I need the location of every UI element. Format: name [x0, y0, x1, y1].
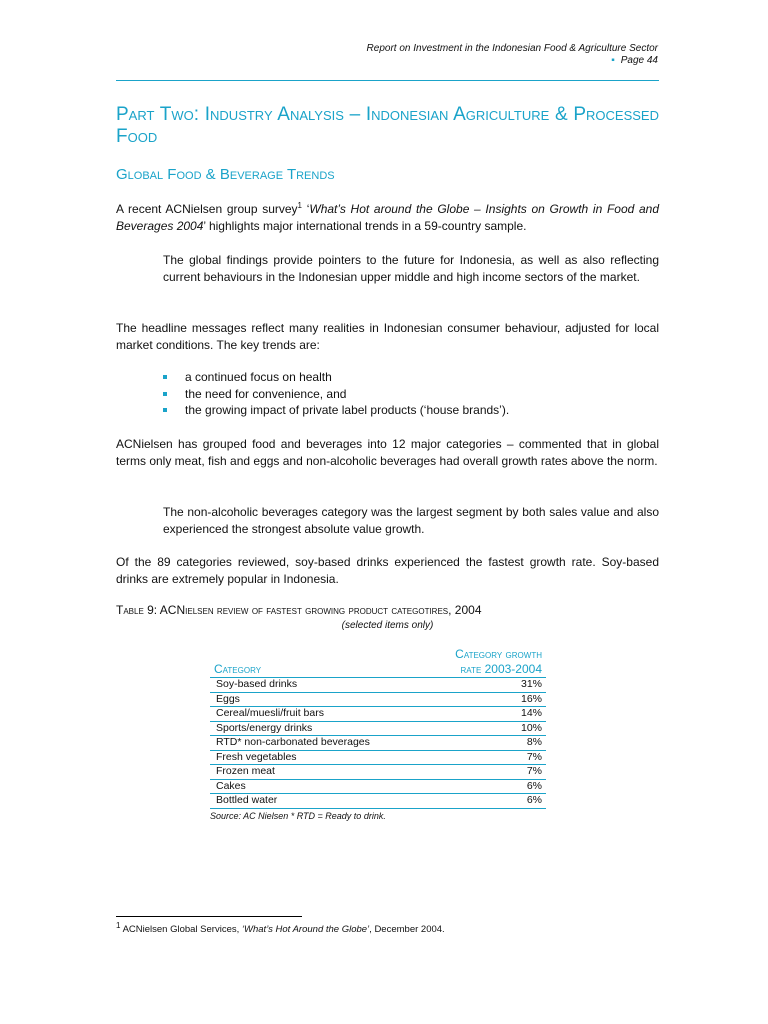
- soy-paragraph: Of the 89 categories reviewed, soy-based drinks experienced the fastest growth rate. Soy-based drinks are extremely popular in Indonesia.: [116, 555, 659, 586]
- column-header-category: Category: [214, 662, 262, 676]
- list-item: the growing impact of private label products (‘house brands’).: [163, 402, 509, 419]
- table-row: Bottled water 6%: [210, 794, 546, 809]
- footnote-ref: 1: [297, 201, 302, 210]
- bullet-icon: [163, 375, 167, 379]
- intro-paragraph: A recent ACNielsen group survey$^1$ ‘What’s Hot around the Globe – Insights on Growth in Food and Beverages 2004’ highlights major international trends in a 59-country sample.: [116, 201, 660, 233]
- header-rule: [116, 80, 659, 81]
- bullet-icon: [163, 392, 167, 396]
- section-title: Global Food & Beverage Trends: [116, 166, 335, 183]
- table-row: Eggs 16%: [210, 692, 546, 707]
- quote-paragraph-1: The global findings provide pointers to the future for Indonesia, as well as also reflecting current behaviours in the Indonesian upper middle and high income sectors of the market.: [163, 253, 659, 284]
- table-row: Fresh vegetables 7%: [210, 750, 546, 765]
- table-row: RTD* non-carbonated beverages 8%: [210, 736, 546, 751]
- growth-table: [210, 647, 546, 809]
- list-item: a continued focus on health: [163, 369, 509, 386]
- part-title: Part Two: Industry Analysis – Indonesian Agriculture & Processed Food: [116, 104, 659, 147]
- table-source: Source: AC Nielsen * RTD = Ready to drink.: [210, 811, 386, 821]
- survey-title: What’s Hot around the Globe – Insights on Growth in Food and Beverages 2004: [116, 202, 660, 233]
- table-row: Soy-based drinks 31%: [210, 678, 546, 693]
- running-header-page: [611, 55, 658, 67]
- table-caption: Table 9: ACNielsen review of fastest growing product categotires, 2004: [116, 603, 482, 617]
- table-row: Frozen meat 7%: [210, 765, 546, 780]
- headline-paragraph: The headline messages reflect many realities in Indonesian consumer behaviour, adjusted for local market conditions. The key trends are:: [116, 321, 659, 352]
- grouped-paragraph: ACNielsen has grouped food and beverages into 12 major categories – commented that in global terms only meat, fish and eggs and non-alcoholic beverages had overall growth rates above the norm.: [116, 437, 659, 468]
- quote-paragraph-2: The non-alcoholic beverages category was the largest segment by both sales value and also experienced the strongest absolute value growth.: [163, 505, 659, 536]
- table-row: Cereal/muesli/fruit bars 14%: [210, 707, 546, 722]
- table-subcaption: (selected items only): [341, 620, 434, 631]
- bullet-icon: [163, 408, 167, 412]
- table-row: Cakes 6%: [210, 779, 546, 794]
- column-header-growth: Category growth rate 2003-2004: [455, 647, 542, 676]
- list-item: the need for convenience, and: [163, 386, 509, 403]
- trend-list: [163, 369, 509, 419]
- footnote-rule: [116, 916, 302, 917]
- table-row: Sports/energy drinks 10%: [210, 721, 546, 736]
- footnote: $^1$ ACNielsen Global Services, ‘What’s Hot Around the Globe’, December 2004.: [116, 920, 445, 935]
- bullet-icon: ▪: [611, 55, 615, 66]
- page-number: Page 44: [620, 55, 658, 66]
- running-header-title: Report on Investment in the Indonesian Food & Agriculture Sector: [366, 43, 658, 54]
